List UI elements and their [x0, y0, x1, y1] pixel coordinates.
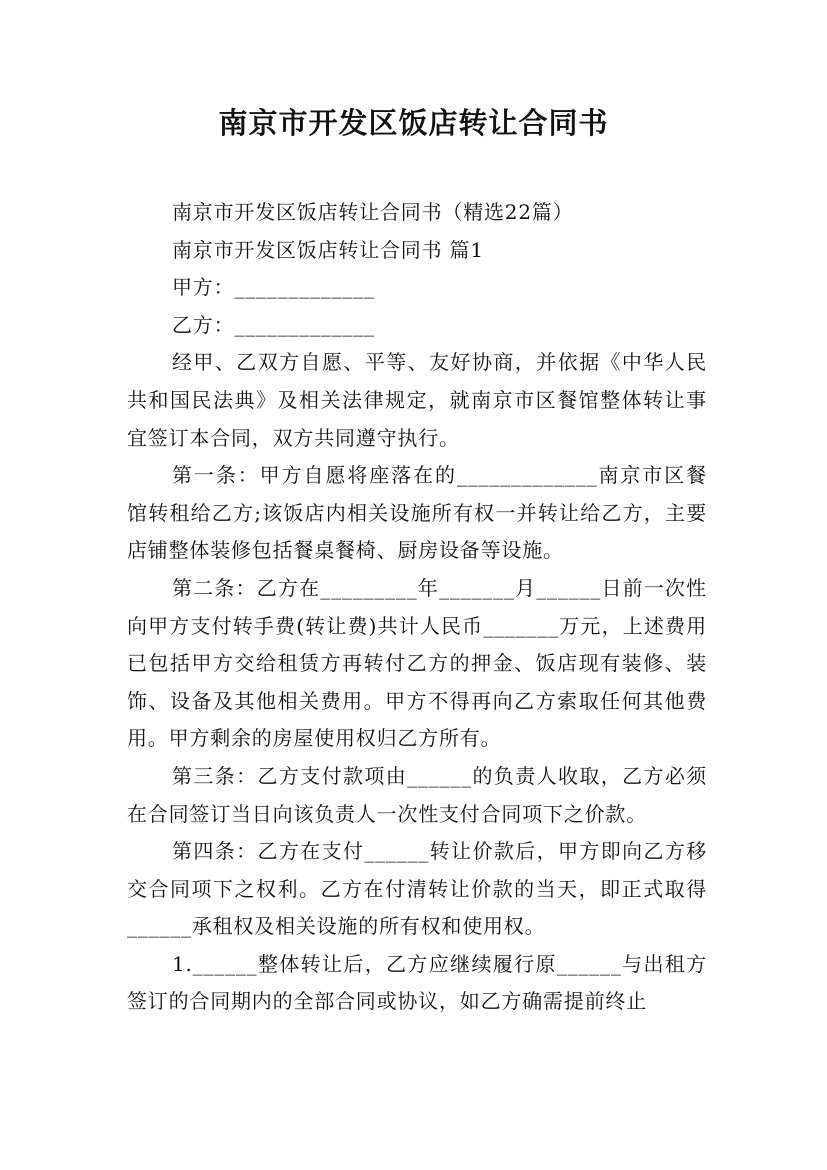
paragraph-collection-title: 南京市开发区饭店转让合同书（精选22篇）	[172, 200, 574, 224]
paragraph-article-2: 第二条：乙方在_________年_______月______日前一次性向甲方支付转手费(转让费)共计人民币_______万元，上述费用已包括甲方交给租赁方再转付乙方的押金、饭店现有装修、装饰、设备及其他相关费用。甲方不得再向乙方索取任何其他费用。甲方剩余的房屋使用权归乙方所有。	[127, 575, 707, 751]
document-title: 南京市开发区饭店转让合同书	[218, 106, 609, 140]
document-body	[127, 194, 707, 1021]
party-a-line: 甲方：_____________	[172, 275, 375, 300]
paragraph-article-4: 第四条：乙方在支付______转让价款后，甲方即向乙方移交合同项下之权利。乙方在付清转让价款的当天，即正式取得______承租权及相关设施的所有权和使用权。	[127, 839, 707, 939]
paragraph-item-1: 1.______整体转让后，乙方应继续履行原______与出租方签订的合同期内的全部合同或协议，如乙方确需提前终止	[127, 951, 707, 1014]
party-b-line: 乙方：_____________	[172, 312, 375, 337]
paragraph-preamble: 经甲、乙双方自愿、平等、友好协商，并依据《中华人民共和国民法典》及相关法律规定，就南京市区餐馆整体转让事宜签订本合同，双方共同遵守执行。	[127, 350, 707, 450]
paragraph-article-heading: 南京市开发区饭店转让合同书 篇1	[172, 237, 484, 262]
paragraph-article-1: 第一条：甲方自愿将座落在的_____________南京市区餐馆转租给乙方;该饭店内相关设施所有权一并转让给乙方，主要店铺整体装修包括餐桌餐椅、厨房设备等设施。	[127, 463, 707, 563]
paragraph-article-3: 第三条：乙方支付款项由______的负责人收取，乙方必须在合同签订当日向该负责人一次性支付合同项下之价款。	[127, 763, 707, 826]
